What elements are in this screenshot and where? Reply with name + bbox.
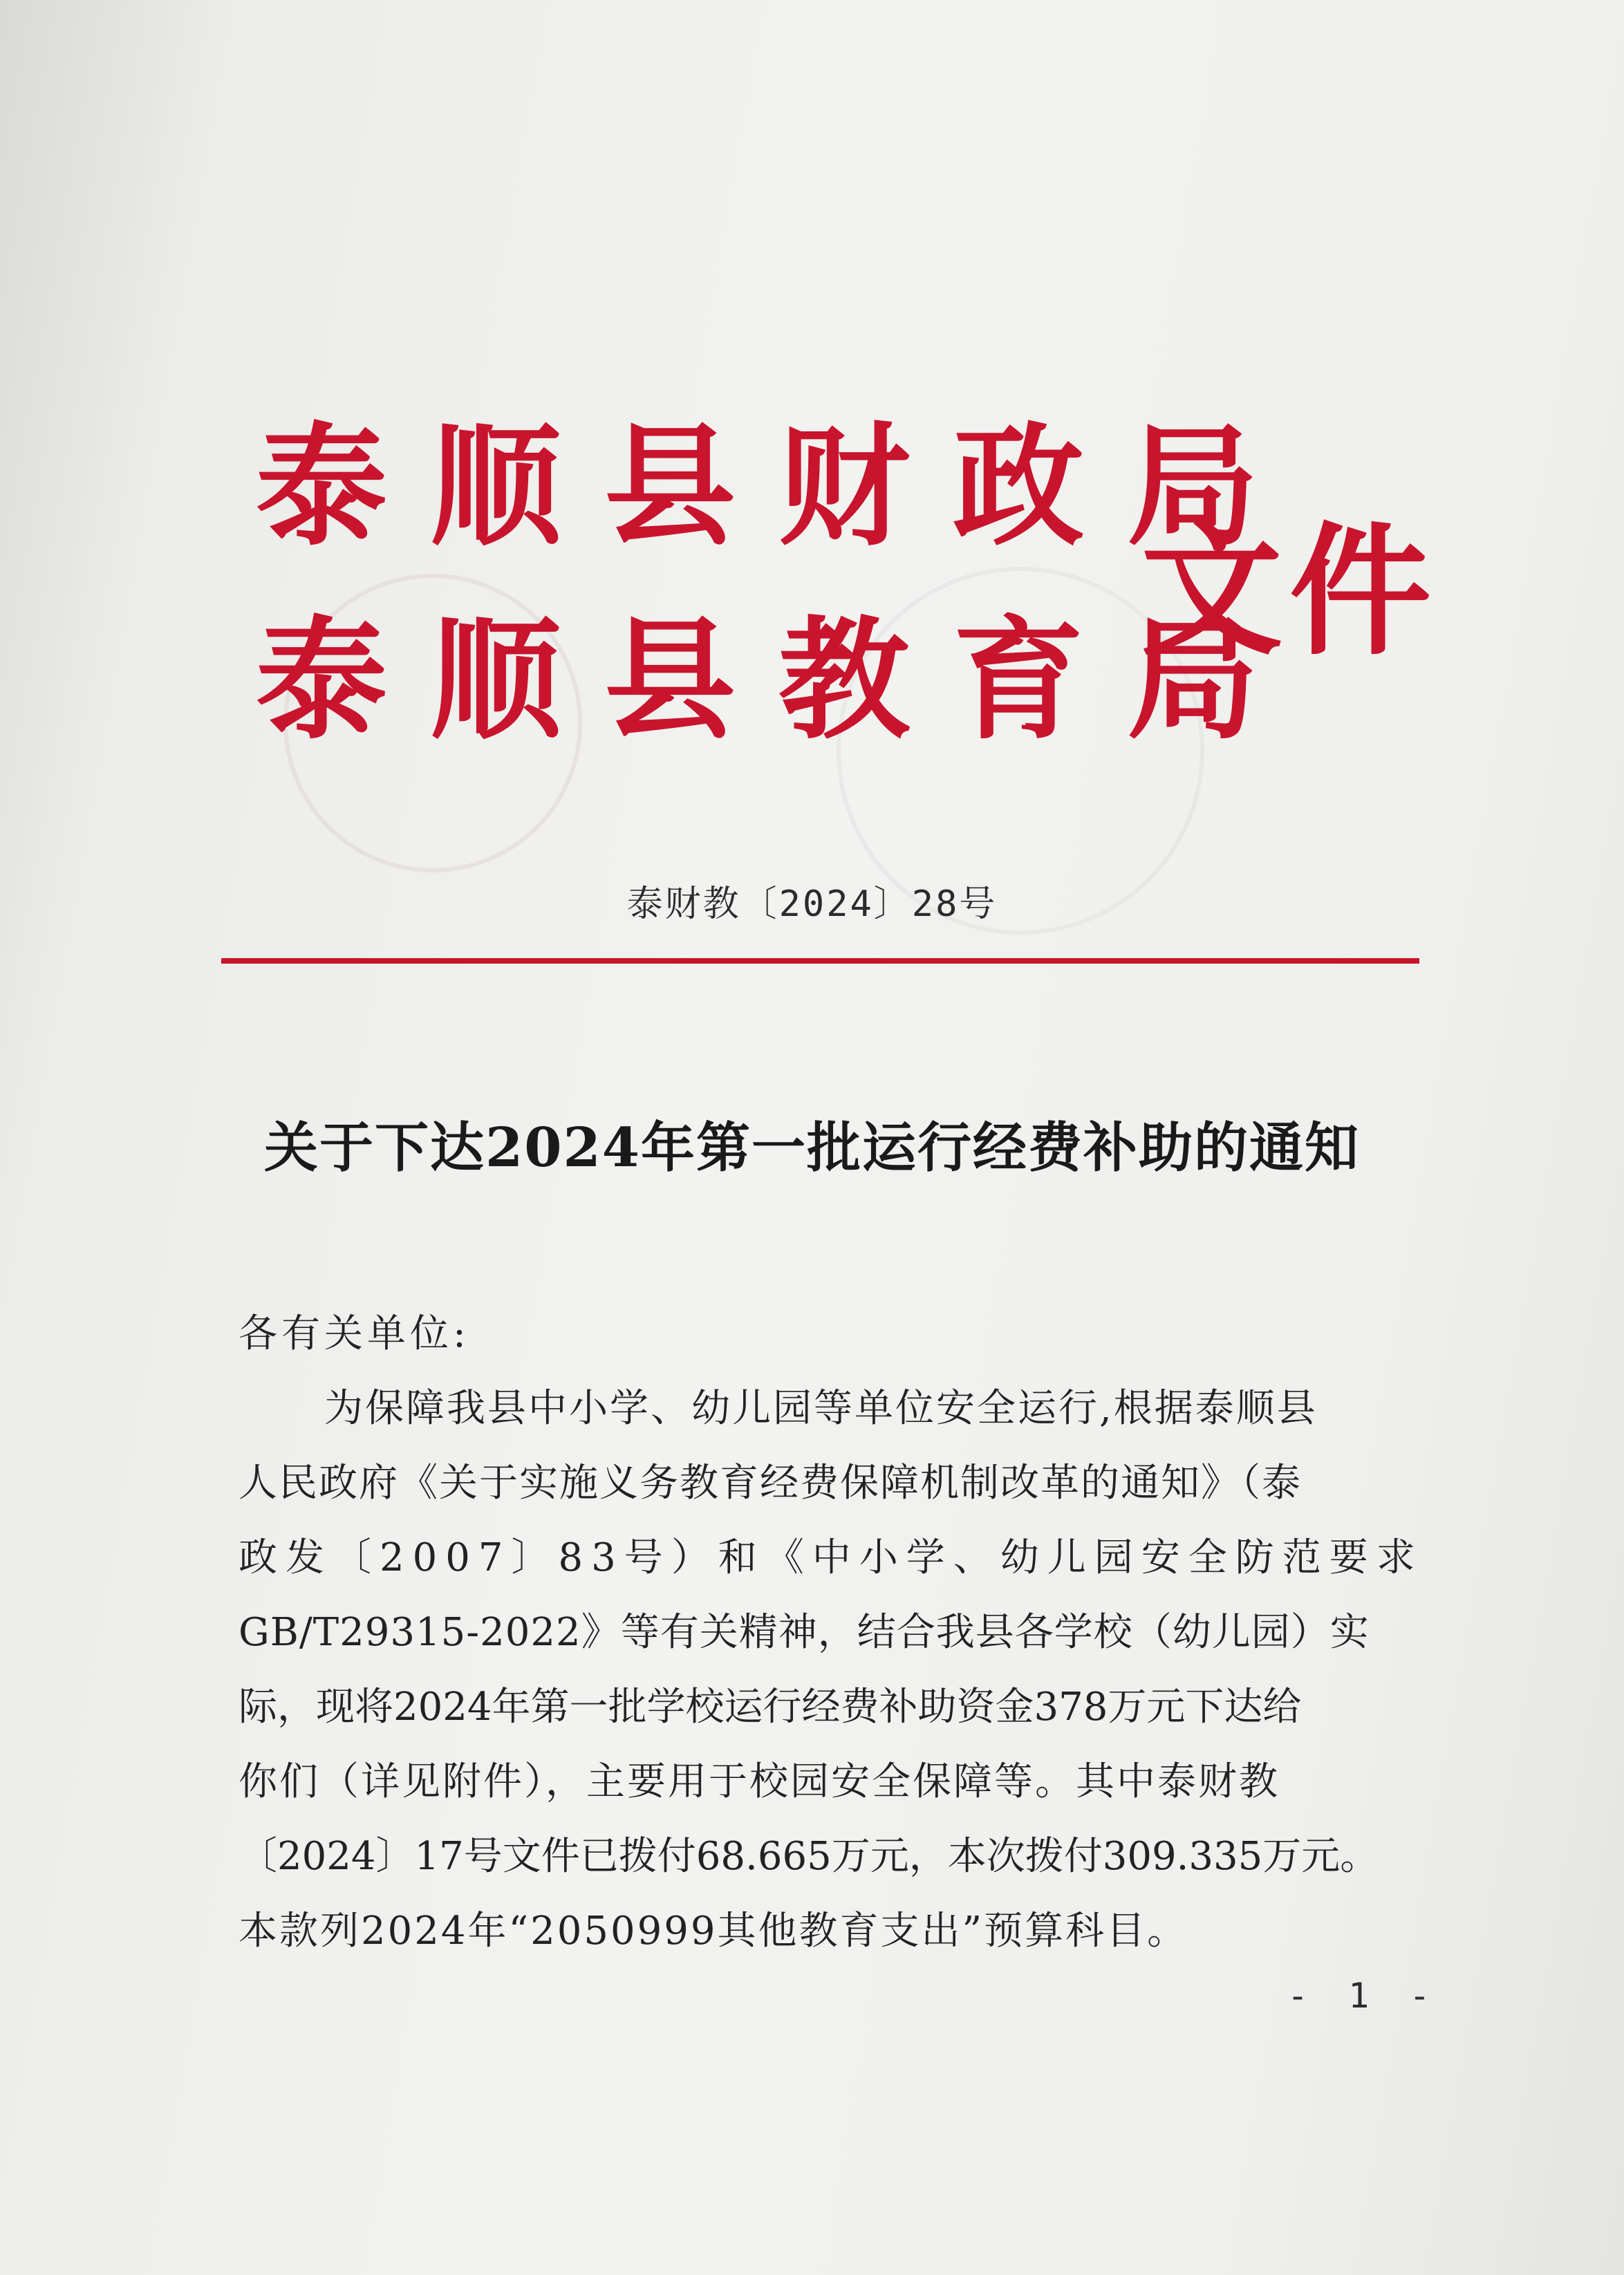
- body-line: 你们（详见附件），主要用于校园安全保障等。其中泰财教: [239, 1759, 1280, 1804]
- salutation: 各有关单位:: [239, 1311, 470, 1356]
- body-line: 政发〔2007〕83号）和《中小学、幼儿园安全防范要求: [239, 1535, 1424, 1580]
- body-line: GB/T29315-2022》等有关精神，结合我县各学校（幼儿园）实: [239, 1610, 1370, 1655]
- document-type-label: 文件: [1141, 510, 1438, 675]
- body-line: 际，现将2024年第一批学校运行经费补助资金378万元下达给: [239, 1685, 1302, 1730]
- issuing-org-finance-bureau: 泰顺县财政局: [256, 411, 1302, 563]
- document-number: 泰财教〔2024〕28号: [626, 883, 998, 925]
- body-line: 〔2024〕17号文件已拨付68.665万元，本次拨付309.335万元。: [239, 1834, 1379, 1879]
- body-line: 为保障我县中小学、幼儿园等单位安全运行,根据泰顺县: [283, 1386, 1318, 1431]
- issuing-org-education-bureau: 泰顺县教育局: [256, 604, 1302, 757]
- document-title: 关于下达2024年第一批运行经费补助的通知: [263, 1116, 1361, 1179]
- body-line: 人民政府《关于实施义务教育经费保障机制改革的通知》（泰: [239, 1461, 1302, 1506]
- red-separator-line: [221, 958, 1419, 964]
- body-line: 本款列2024年“2050999其他教育支出”预算科目。: [239, 1909, 1188, 1954]
- page-number: - 1 -: [1287, 1976, 1440, 2016]
